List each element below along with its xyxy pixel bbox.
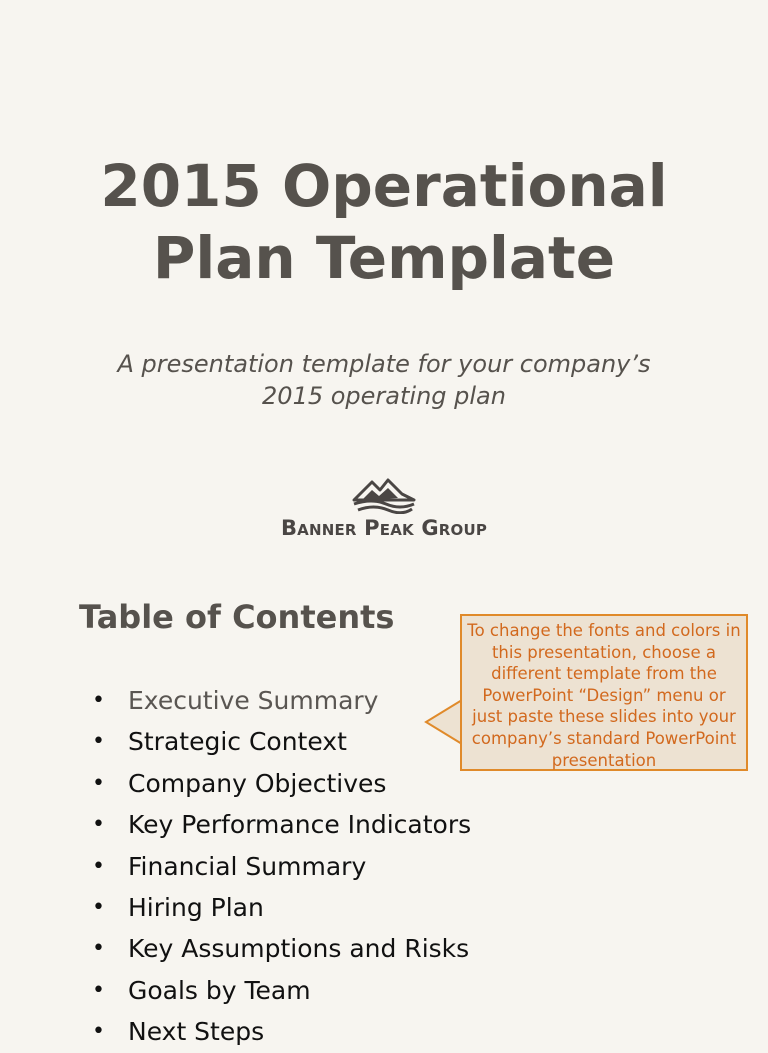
toc-item-strategic-context: [92, 721, 471, 762]
bullet-icon: •: [92, 812, 105, 838]
slide-title: [0, 150, 768, 294]
bullet-icon: •: [92, 770, 105, 796]
toc-item-label: Next Steps: [128, 1017, 265, 1047]
toc-item-executive-summary: [92, 680, 471, 721]
bullet-icon: •: [92, 894, 105, 920]
slide-title-line-1: 2015 Operational: [100, 152, 668, 220]
toc-item-kpis: [92, 804, 471, 845]
slide-subtitle: [0, 348, 768, 412]
slide-subtitle-line-1: A presentation template for your company’s: [117, 350, 651, 378]
toc-list: [92, 680, 471, 1053]
toc-item-hiring-plan: [92, 887, 471, 928]
slide-subtitle-line-2: 2015 operating plan: [262, 382, 506, 410]
toc-item-label: Executive Summary: [128, 686, 379, 715]
toc-item-label: Strategic Context: [128, 727, 347, 757]
toc-item-label: Financial Summary: [128, 851, 367, 881]
bullet-icon: •: [92, 977, 105, 1003]
toc-item-label: Hiring Plan: [128, 892, 264, 922]
bullet-icon: •: [92, 688, 105, 713]
toc-item-label: Key Assumptions and Risks: [128, 934, 470, 964]
toc-item-financial-summary: [92, 846, 471, 887]
toc-item-company-objectives: [92, 763, 471, 804]
company-logo: [0, 476, 768, 540]
bullet-icon: •: [92, 1019, 105, 1045]
company-name: Banner Peak Group: [280, 516, 488, 540]
toc-item-next-steps: [92, 1011, 471, 1052]
toc-item-assumptions-risks: [92, 928, 471, 969]
toc-item-goals-by-team: [92, 970, 471, 1011]
design-tip-callout: To change the fonts and colors in this presentation, choose a different template from the PowerPoint “Design” menu or just paste these slides into your company’s standard PowerPoint presentation: [460, 614, 748, 771]
bullet-icon: •: [92, 729, 105, 755]
toc-item-label: Company Objectives: [128, 768, 387, 798]
slide-title-line-2: Plan Template: [152, 224, 616, 292]
toc-item-label: Goals by Team: [128, 975, 311, 1005]
toc-item-label: Key Performance Indicators: [128, 810, 472, 840]
toc-heading: Table of Contents: [79, 598, 395, 636]
callout-pointer: [424, 698, 464, 746]
mountain-peak-logo-icon: [352, 476, 416, 514]
bullet-icon: •: [92, 853, 105, 879]
bullet-icon: •: [92, 936, 105, 962]
